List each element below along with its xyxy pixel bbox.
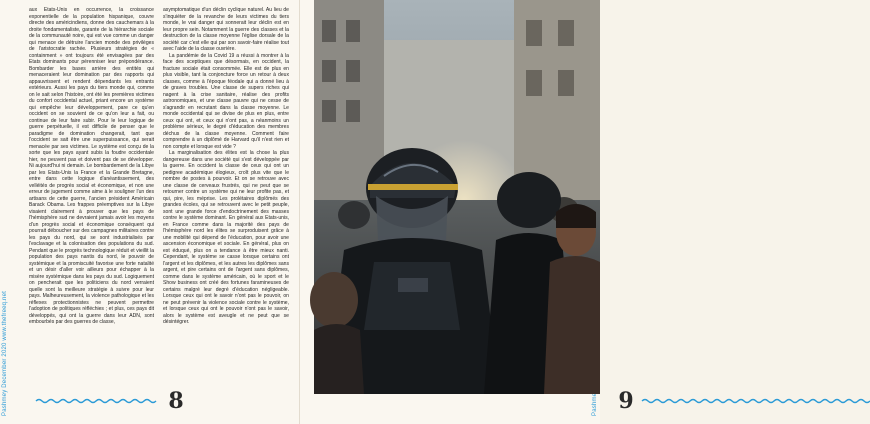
left-folio xyxy=(36,388,288,416)
column-1-paragraph: aux Etats-Unis en occurrence, la croissance exponentielle de la population hispanique, couvre directe des américindiens, donne des cauchemars à la droite fondamentaliste, garante de la hiérarchie sociale de la communauté noire, qui est vue comme un danger qui menace de détruire l'ancien monde des privilèges de l'aristocratie rachée. Plusieurs stratégies de « containment » ont toujours été envisagées par des Etats dominants pour pérenniser leur prépondérance. Bombarder les bases arrière des entités qui menaceraient leur domination par des rapports qui appauvrissent et rendent dépendants les entrants extérieurs. Aussi les pays du tiers monde qui, comme on le sait selon l'histoire, ont été les premières victimes du confort occidental actuel, priant encore un système qui empêche leur développement, pare ce qu'en occident on se souvient de ce qu'on leur a fait, ou continue de leur faire subir. Pour le leur logique de guerre perpétuelle, il est difficile de penser que le paradigme de domination changerait, tant que l'occident se sait être une superpuissance, qui serait menacée par ses victimes. Le système est conçu de la sorte que les pays ayant subis la foudre occidentale hier, ne peuvent pas et doivent pas de se développer. Ni aujourd'hui ni demain. Le bombardement de la Libye par les Etats-Unis la France et la Grande Bretagne, entre dans cette logique d'anéantissement, des velléités de progrès social et économique, et non une erreur de jugement comme aime à le souligner l'un des artisans de cette guerre, l'ancien président Américain Barack Obama. Les frappes préemptives sur la Libye visaient clairement à prouver que les pays de l'hémisphère sud ne devraient jamais avoir les moyens d'un progrès social et économique conséquent qui pourrait déboucher sur des campagnes militaires contre les pays du nord, qui se sont industrialisés par l'esclavage et la colonisation des populations du sud. Pendant que le progrès technologique réduit et vieillit la population des pays nantis du nord, le pouvoir de systémique et la promiscuité favorise une forte natalité et un désir d'aller voir ailleurs pour échapper à la misère systémique dans les pays du sud. Logiquement on pencherait que les politiciens du nord verraient quelle sont la meilleure stratégie à suivre pour leur pays. Malheureusement, la violence pathologique et les réflexes protectionnistes ne peuvent permettre l'adoption de politiques réfléchies ; et plus, ces pays dit développés, qui ont la guerre dans leur ADN, sont embourbés par des guerres de classe, xyxy=(29,7,154,325)
article-column-2 xyxy=(163,7,289,378)
wave-ornament-right xyxy=(642,398,870,404)
page-number-left: 8 xyxy=(168,388,184,414)
right-folio xyxy=(618,388,870,416)
column-2-paragraph-3: La marginalisation des élites est la chose la plus dangereuse dans une société qui s'est développée par la guerre. En occident la classe de ceux qui ont un pedigree académique élogieux, croît plus vite que le nombre de postes à pourvoir. Et on se retrouve avec une classe de cerveaux frustrés, qui ne peut que se retourner contre un système qui ne leur profite pas, et qui, pire, les méprise. Les prolétaires diplômés des grandes écoles, qui se retrouvent avec le petit peuple, sont une grande force d'endoctrinement des masses contre le système dominant. En général aux Etats-unis, en France comme dans la majorité des pays de l'hémisphère nord les élites se surproduisent grâce à une mobilité qui dépend de l'éducation, pour avoir une ascension économique et sociale. En général, plus on est éduqué, plus on a tendance à être mieux nanti. Cependant, le système se casse lorsque certains ont l'argent et les diplômes, et les autres les diplômes sans argent, et pire certains ont de l'argent sans diplômes, comme dans le système américain, où le sport et le Show business ont créé des fortunes faramineuses de certains malgré leur degré d'éducation négligeable. Lorsque ceux qui ont le savoir n'ont pas le pouvoir, on ne peut prévenir la violence sociale contre le système, et lorsque ceux qui ont le pouvoir n'ont pas le savoir, alors le système est aveugle et ne peut que se désintégrer. xyxy=(163,150,289,325)
left-page xyxy=(0,0,300,424)
left-side-strip xyxy=(0,0,10,424)
column-2-paragraph-1: asymptomatique d'un déclin cyclique naturel. Au lieu de s'inquiéter de la revanche de leurs victimes du tiers monde, le vrai danger qui sonnerait leur déclin est en leur propre sein. Notamment la guerre des classes et la destruction de la classe moyenne l'église dorsale de la société car c'est elle qui par son savoir-faire réalise tout avec l'aide de la classe ouvrière. xyxy=(163,7,289,52)
page-number-right: 9 xyxy=(618,388,634,414)
article-column-1 xyxy=(29,7,154,378)
column-2-paragraph-2: La pandémie de la Covid 19 a réussi à montrer à la face des sceptiques que désormais, en occident, la fracture sociale était consommée. Elle est de plus en plus visible, tant la conjoncture force un retour à deux classes, comme à l'époque féodale qui a donné lieu à de graves troubles. Une classe de supers riches qui nagent à la crise sanitaire, réalise des profits astronomiques, et une classe pauvre qui ne cesse de s'agrandir en recrutant dans la classe moyenne. Le monde occidental qui se divise de plus en plus, entre ceux qui ont, et ceux qui n'ont pas, a néanmoins un problème sérieux, le degré d'éducation des membres déchus de la classe moyenne. Comment faire comprendre à un diplômé de Harvard qu'il n'est rien et non compte et lorsque est vide ? xyxy=(163,52,289,150)
photo-illustration xyxy=(314,0,600,394)
wave-ornament-left xyxy=(36,398,156,404)
left-side-caption: Pashmey December 2020 www.thefreeq.net xyxy=(2,291,8,416)
protest-photo xyxy=(314,0,600,394)
